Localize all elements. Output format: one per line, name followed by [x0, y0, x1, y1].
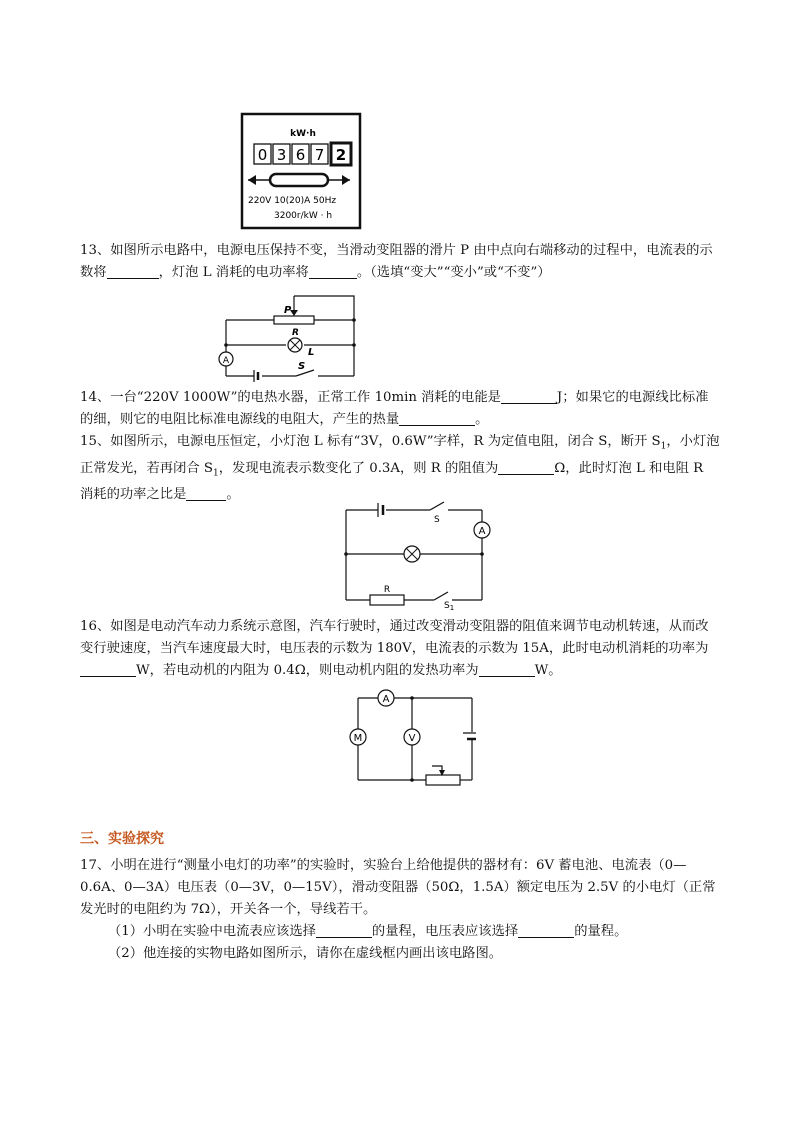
- q15-label-s1-main: S: [444, 601, 450, 610]
- meter-unit: kW·h: [290, 129, 316, 139]
- q13-ammeter-label: A: [222, 356, 230, 366]
- meter-specs: 220V 10(20)A 50Hz: [248, 196, 337, 206]
- q16-circuit-diagram: [346, 686, 476, 786]
- q15-label-s1: [444, 601, 454, 610]
- q15-sub-1: 1: [660, 441, 667, 452]
- q15-sub-2: 1: [213, 468, 219, 479]
- q13-label-r: R: [292, 328, 299, 338]
- q16-text-c: W。: [534, 663, 562, 678]
- question-17: [80, 855, 720, 921]
- question-16: [80, 616, 720, 682]
- q15-text-c: ，发现电流表示数变化了 0.3A，则 R 的阻值为: [218, 460, 499, 476]
- q15-label-s: S: [434, 515, 440, 525]
- q14-text-a: 14、一台“220V 1000W”的电热水器，正常工作 10min 消耗的电能是: [80, 390, 501, 405]
- q15-ammeter-label: A: [478, 526, 486, 537]
- q13-circuit-diagram: [214, 292, 360, 384]
- meter-digit-5: 2: [335, 146, 347, 164]
- meter-digit-1: 0: [257, 146, 268, 164]
- question-14: [80, 387, 720, 431]
- q13-ammeter-symbol: [219, 352, 233, 366]
- q16-text-a: 16、如图是电动汽车动力系统示意图，汽车行驶时，通过改变滑动变阻器的阻值来调节电动机转速，从而改变行驶速度，当汽车速度最大时，电压表的示数为 180V，电流表的示数为 15A，此时电动机消耗的功率为: [80, 619, 709, 656]
- q15-circuit-diagram: [338, 496, 500, 610]
- q15-blank-2[interactable]: [186, 486, 226, 501]
- meter-digit-2: 3: [276, 146, 287, 164]
- q15-label-s1-sub: 1: [449, 604, 455, 610]
- q15-text-d: Ω，此时灯泡 L 和电阻 R 消耗的功率之比是: [80, 460, 704, 503]
- q15-text-a: 15、如图所示，电源电压恒定，小灯泡 L 标有“3V，0.6W”字样，R 为定值电阻，闭合 S，断开 S: [80, 434, 661, 449]
- q14-blank-1[interactable]: [501, 389, 557, 404]
- q17-part1-text-b: 的量程，电压表应该选择: [371, 924, 519, 939]
- q16-blank-2[interactable]: [479, 662, 535, 677]
- meter-digit-4: 7: [314, 146, 325, 164]
- q17-part1-text-a: （1）小明在实验中电流表应该选择: [108, 924, 316, 939]
- q13-label-p: P: [284, 305, 292, 316]
- q15-ammeter-symbol: [474, 522, 490, 538]
- q13-lamp-symbol: [288, 338, 302, 352]
- section-title: 三、实验探究: [80, 831, 164, 847]
- q17-part1-text-c: 的量程。: [574, 924, 628, 939]
- q13-text-c: 。（选填“变大”“变小”或“不变”）: [356, 265, 551, 280]
- q13-label-l: L: [308, 347, 315, 358]
- electricity-meter-figure: [240, 112, 362, 230]
- q16-motor-label: M: [353, 733, 363, 744]
- q17-part-1: [80, 921, 748, 943]
- meter-rate: 3200r/kW · h: [274, 211, 333, 221]
- question-13: [80, 240, 720, 284]
- q15-text-e: 。: [226, 487, 240, 503]
- q15-label-r: R: [383, 585, 391, 595]
- q15-blank-1[interactable]: [498, 460, 554, 475]
- q16-voltmeter-symbol: [404, 729, 420, 745]
- q13-text-a: 13、如图所示电路中，电源电压保持不变，当滑动变阻器的滑片 P 由中点向右端移动的过程中，电流表的示数将: [80, 243, 713, 280]
- q14-text-c: 。: [475, 412, 489, 427]
- q16-blank-1[interactable]: [80, 662, 136, 677]
- q16-ammeter-label: A: [382, 694, 390, 705]
- q14-blank-2[interactable]: [399, 411, 475, 426]
- q13-text-b: ，灯泡 L 消耗的电功率将: [158, 265, 309, 280]
- q15-lamp-symbol: [404, 546, 420, 562]
- q16-voltmeter-label: V: [408, 733, 416, 744]
- q17-part2-text: （2）他连接的实物电路如图所示，请你在虚线框内画出该电路图。: [108, 946, 503, 961]
- q16-motor-symbol: [350, 729, 366, 745]
- q16-text-b: W，若电动机的内阻为 0.4Ω，则电动机内阻的发热功率为: [136, 663, 479, 678]
- q13-blank-2[interactable]: [309, 264, 357, 279]
- q13-blank-1[interactable]: [107, 264, 159, 279]
- q16-ammeter-symbol: [378, 690, 394, 706]
- q17-intro: 17、小明在进行“测量小电灯的功率”的实验时，实验台上给他提供的器材有：6V 蓄电池、电流表（0—0.6A、0—3A）电压表（0—3V，0—15V），滑动变阻器（50Ω，1.5A）额定电压为 2.5V 的小电灯（正常发光时的电阻约为 7Ω），开关各一个，导线若干。: [80, 858, 716, 917]
- q13-label-s: S: [298, 361, 306, 372]
- q17-part-2: [80, 943, 748, 965]
- meter-digit-3: 6: [295, 146, 306, 164]
- q17-blank-2[interactable]: [518, 923, 574, 938]
- q17-blank-1[interactable]: [316, 923, 372, 938]
- q15-text-b: ，小灯泡正常发光，若再闭合 S: [80, 434, 720, 476]
- q14-text-b: J；如果它的电源线比标准的细，则它的电阻比标准电源线的电阻大，产生的热量: [80, 390, 709, 427]
